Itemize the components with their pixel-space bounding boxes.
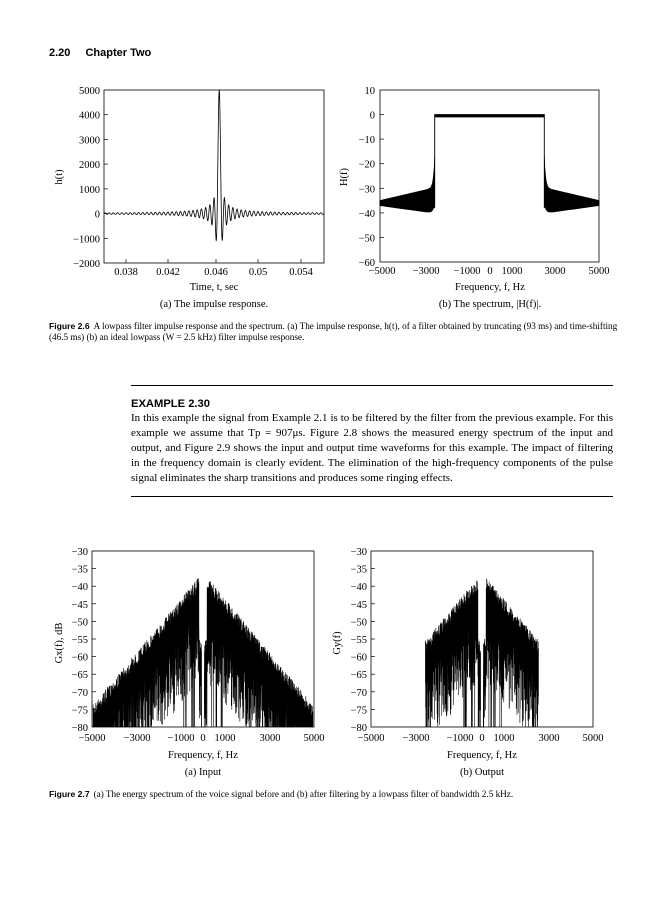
fig26b-xtick: −1000 — [453, 266, 481, 277]
fig26b-xticks — [369, 266, 610, 277]
fig26a-xlabel: Time, t, sec — [189, 282, 239, 293]
figure-2-6-caption — [49, 321, 619, 343]
y27a-ytick: −40 — [71, 582, 88, 594]
fig27b-ylabel: Gy(f) — [332, 631, 343, 655]
caption-text: (a) The energy spectrum of the voice signal before and (b) after filtering by a lowpass filter of bandwidth 2.5 kHz. — [93, 789, 514, 799]
fig27a-xtick: −3000 — [123, 733, 151, 744]
fig26b-ytick: −30 — [358, 184, 375, 196]
fig26b-xtick: 1000 — [501, 266, 523, 277]
y27b-ytick: −40 — [350, 582, 367, 594]
fig27a-xtick: 3000 — [259, 733, 281, 744]
fig26b-xtick: 3000 — [544, 266, 566, 277]
y27a-ytick: −35 — [71, 564, 88, 576]
fig26a-ytick: −2000 — [73, 259, 100, 270]
fig26a-xtick-marks — [126, 259, 301, 263]
input-energy-spectrum — [93, 578, 313, 727]
fig27b-frame — [371, 551, 593, 727]
fig27b-xtick: −5000 — [357, 733, 385, 744]
fig26b-sublabel: (b) The spectrum, |H(f)|. — [438, 299, 542, 310]
fig26a — [54, 86, 324, 310]
fig26b-ytick: −50 — [358, 233, 375, 245]
fig26b-ytick: −60 — [358, 258, 375, 269]
fig26a-xticks — [114, 267, 313, 278]
example-body: In this example the signal from Example 2.1 is to be filtered by the filter from the previous example. For this example we assume that Tp = 907μs. Figure 2.8 shows the measured energy spectrum of the input and output, and Figure 2.9 shows the input and output time waveforms for this example. The impact of filtering in the frequency domain is clearly evident. The elimination of the high-frequency components of the pulse signal eliminates the sharp transitions and produces some ringing effects. — [131, 412, 613, 484]
fig27a-xtick: −5000 — [78, 733, 106, 744]
fig26b-ytick: −40 — [358, 208, 375, 220]
y27b-ytick: −55 — [350, 635, 367, 646]
fig26a-frame — [104, 90, 324, 263]
fig27a-xlabel: Frequency, f, Hz — [168, 750, 238, 761]
fig26b-xtick: 0 — [487, 266, 493, 277]
y27a-ytick: −70 — [71, 687, 88, 699]
y27b-ytick: −60 — [350, 652, 367, 664]
fig27a-xtick: 1000 — [214, 733, 236, 744]
fig26b-ytick: −10 — [358, 135, 375, 147]
y27b-ytick: −70 — [350, 687, 367, 699]
fig26b-xtick: 5000 — [588, 266, 610, 277]
y27a-ytick: −65 — [71, 670, 88, 682]
fig27a-xtick: 0 — [200, 733, 206, 744]
fig26a-ytick: 0 — [94, 209, 100, 221]
y27b-ytick: −75 — [350, 705, 367, 717]
fig27b-xtick: 5000 — [582, 733, 604, 744]
fig27a-ylabel: Gx(f), dB — [54, 622, 65, 664]
fig26b-ytick-marks — [380, 115, 384, 238]
fig26a-sublabel: (a) The impulse response. — [159, 299, 269, 310]
fig26b-yticks — [359, 86, 375, 269]
fig26a-ytick-marks — [104, 115, 108, 239]
fig27a-sublabel: (a) Input — [184, 767, 222, 778]
y27b-ytick: −50 — [350, 617, 367, 629]
y27b-ytick: −45 — [350, 599, 367, 611]
fig26a-ytick: 5000 — [79, 86, 100, 97]
y27a-ytick: −45 — [71, 599, 88, 611]
fig26a-ytick: 1000 — [79, 184, 100, 196]
chapter-title: Chapter Two — [85, 47, 152, 59]
y27a-ytick: −50 — [71, 617, 88, 629]
fig26a-ytick: 4000 — [79, 110, 100, 122]
fig26b-xlabel: Frequency, f, Hz — [455, 282, 525, 293]
fig27a-xtick: −1000 — [167, 733, 195, 744]
y27b-ytick: −65 — [350, 670, 367, 682]
fig26a-xtick: 0.05 — [248, 267, 268, 278]
fig26a-ytick: −1000 — [73, 234, 100, 246]
fig26a-xtick: 0.046 — [204, 267, 228, 278]
fig27b-xtick: 0 — [479, 733, 485, 744]
y27a-ytick: −55 — [71, 635, 88, 646]
fig27a-xticks — [79, 733, 325, 744]
fig26a-yticks — [73, 86, 100, 270]
example-box — [131, 385, 613, 497]
fig26a-xtick: 0.038 — [114, 267, 138, 278]
fig27b-sublabel: (b) Output — [459, 767, 505, 778]
caption-text: A lowpass filter impulse response and the spectrum. (a) The impulse response, h(t), of a filter obtained by truncating (93 ms) and time-shifting (46.5 ms) (b) an ideal lowpass (W = 2.5 kHz) filter impulse response. — [49, 321, 618, 342]
figure-2-7-caption — [49, 789, 619, 800]
fig27b-xlabel: Frequency, f, Hz — [447, 750, 517, 761]
fig27a-xtick: 5000 — [303, 733, 325, 744]
y27b-ytick: −30 — [350, 547, 367, 558]
y27a-ytick: −80 — [71, 723, 88, 734]
fig26a-xtick: 0.042 — [156, 267, 180, 278]
fig26b-ytick: 0 — [369, 110, 375, 122]
fig26b-ylabel: H(f) — [339, 167, 350, 187]
fig26b-xtick: −5000 — [368, 266, 396, 277]
fig26a-xtick: 0.054 — [289, 267, 313, 278]
filter-spectrum-curve — [380, 115, 599, 212]
fig27b-xtick: 3000 — [538, 733, 560, 744]
impulse-response-curve — [104, 90, 324, 240]
y27b-ytick: −35 — [350, 564, 367, 576]
fig26b-ytick: −20 — [358, 159, 375, 171]
y27a-ytick: −30 — [71, 547, 88, 558]
fig26b-ytick: 10 — [364, 86, 375, 97]
fig26b-xtick: −3000 — [412, 266, 440, 277]
page-number: 2.20 — [49, 47, 71, 59]
fig27a — [54, 547, 325, 778]
fig27b-xticks — [358, 733, 604, 744]
y27a-ytick: −75 — [71, 705, 88, 717]
output-energy-spectrum — [425, 578, 538, 727]
y27b-ytick: −80 — [350, 723, 367, 734]
caption-label: Figure 2.6 — [49, 321, 90, 331]
fig27b — [332, 547, 604, 778]
fig26a-ytick: 3000 — [79, 135, 100, 147]
caption-label: Figure 2.7 — [49, 789, 90, 799]
example-title: EXAMPLE 2.30 — [131, 398, 210, 410]
fig27b-xtick: −1000 — [446, 733, 474, 744]
y27a-ytick: −60 — [71, 652, 88, 664]
fig26a-ylabel: h(t) — [54, 169, 65, 185]
fig26a-ytick: 2000 — [79, 160, 100, 172]
fig26b — [339, 86, 610, 310]
fig27b-xtick: 1000 — [493, 733, 515, 744]
fig27b-xtick: −3000 — [402, 733, 430, 744]
